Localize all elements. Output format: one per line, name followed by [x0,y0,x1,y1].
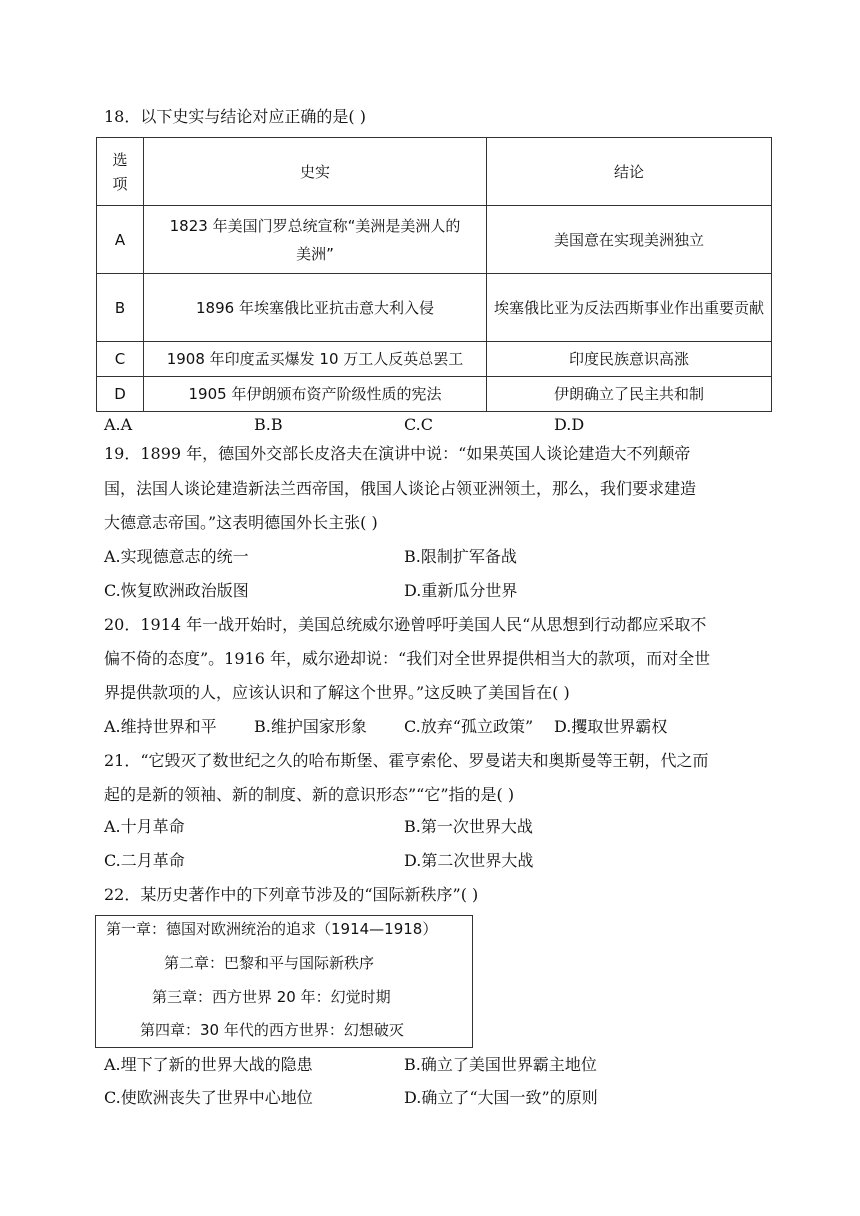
q19-stem-line: 19．1899 年，德国外交部长皮洛夫在演讲中说：“如果英国人谈论建造大不列颠帝 [104,444,691,463]
q22-option-b[interactable]: B.确立了美国世界霸主地位 [404,1055,597,1074]
row-conclusion [487,274,772,342]
q20-option-d[interactable]: D.攫取世界霸权 [554,717,668,736]
row-fact: 1908 年印度孟买爆发 10 万工人反英总罢工 [144,342,487,377]
q18-option-c[interactable]: C.C [404,415,433,434]
q20-stem-line: 偏不倚的态度”。1916 年，威尔逊却说：“我们对全世界提供相当大的款项，而对全世 [104,649,711,668]
q19-stem-line: 大德意志帝国。”这表明德国外长主张( ) [104,513,378,532]
q20-stem-line: 界提供款项的人，应该认识和了解这个世界。”这反映了美国旨在( ) [104,683,570,702]
q22-chapter-box [95,915,473,1048]
table-row [97,206,772,274]
q21-option-a[interactable]: A.十月革命 [104,817,185,836]
q20-option-a[interactable]: A.维持世界和平 [104,717,217,736]
header-option [97,138,144,206]
q19-stem-line: 国，法国人谈论建造新法兰西帝国，俄国人谈论占领亚洲领土，那么，我们要求建造 [104,479,697,498]
q18-table [96,137,772,412]
chapter-line: 第四章：30 年代的西方世界：幻想破灭 [140,1021,404,1039]
header-conclusion: 结论 [487,138,772,206]
row-conclusion: 印度民族意识高涨 [487,342,772,377]
q18-option-d[interactable]: D.D [554,415,585,434]
q18-option-a[interactable]: A.A [104,415,133,434]
q19-option-d[interactable]: D.重新瓜分世界 [404,581,518,600]
row-option: B [97,274,144,342]
table-row [97,274,772,342]
header-option-label: 选项 [112,150,128,193]
row-fact-text: 1823 年美国门罗总统宣称“美洲是美洲人的美洲” [169,216,461,263]
table-row [97,377,772,412]
q22-stem: 22．某历史著作中的下列章节涉及的“国际新秩序”( ) [104,885,479,904]
q22-option-a[interactable]: A.埋下了新的世界大战的隐患 [104,1055,313,1074]
row-fact: 1896 年埃塞俄比亚抗击意大利入侵 [144,274,487,342]
q21-option-b[interactable]: B.第一次世界大战 [404,817,533,836]
row-option: D [97,377,144,412]
row-option: C [97,342,144,377]
q19-option-c[interactable]: C.恢复欧洲政治版图 [104,581,249,600]
q21-option-c[interactable]: C.二月革命 [104,851,185,870]
q21-stem-line: 起的是新的领袖、新的制度、新的意识形态”“它”指的是( ) [104,785,515,804]
q22-option-d[interactable]: D.确立了“大国一致”的原则 [404,1088,598,1107]
row-conclusion: 美国意在实现美洲独立 [487,206,772,274]
q18-option-b[interactable]: B.B [254,415,283,434]
row-conclusion: 伊朗确立了民主共和制 [487,377,772,412]
table-row [97,342,772,377]
q19-option-a[interactable]: A.实现德意志的统一 [104,547,249,566]
q21-stem-line: 21．“它毁灭了数世纪之久的哈布斯堡、霍亨索伦、罗曼诺夫和奥斯曼等王朝，代之而 [104,751,709,770]
q20-option-b[interactable]: B.维护国家形象 [254,717,367,736]
q20-option-c[interactable]: C.放弃“孤立政策” [404,717,534,736]
chapter-line: 第一章：德国对欧洲统治的追求（1914—1918） [106,920,438,938]
row-option: A [97,206,144,274]
q20-stem-line: 20．1914 年一战开始时，美国总统威尔逊曾呼吁美国人民“从思想到行动都应采取不 [104,615,707,634]
row-fact [144,206,487,274]
table-header-row [97,138,772,206]
chapter-line: 第二章：巴黎和平与国际新秩序 [164,954,375,972]
header-fact: 史实 [144,138,487,206]
q21-option-d[interactable]: D.第二次世界大战 [404,851,534,870]
q19-option-b[interactable]: B.限制扩军备战 [404,547,517,566]
row-conclusion-text: 埃塞俄比亚为反法西斯事业作出重要贡献 [493,298,764,317]
q22-option-c[interactable]: C.使欧洲丧失了世界中心地位 [104,1088,313,1107]
q18-stem: 18．以下史实与结论对应正确的是( ) [104,107,366,126]
chapter-line: 第三章：西方世界 20 年：幻觉时期 [152,988,391,1006]
row-fact: 1905 年伊朗颁布资产阶级性质的宪法 [144,377,487,412]
